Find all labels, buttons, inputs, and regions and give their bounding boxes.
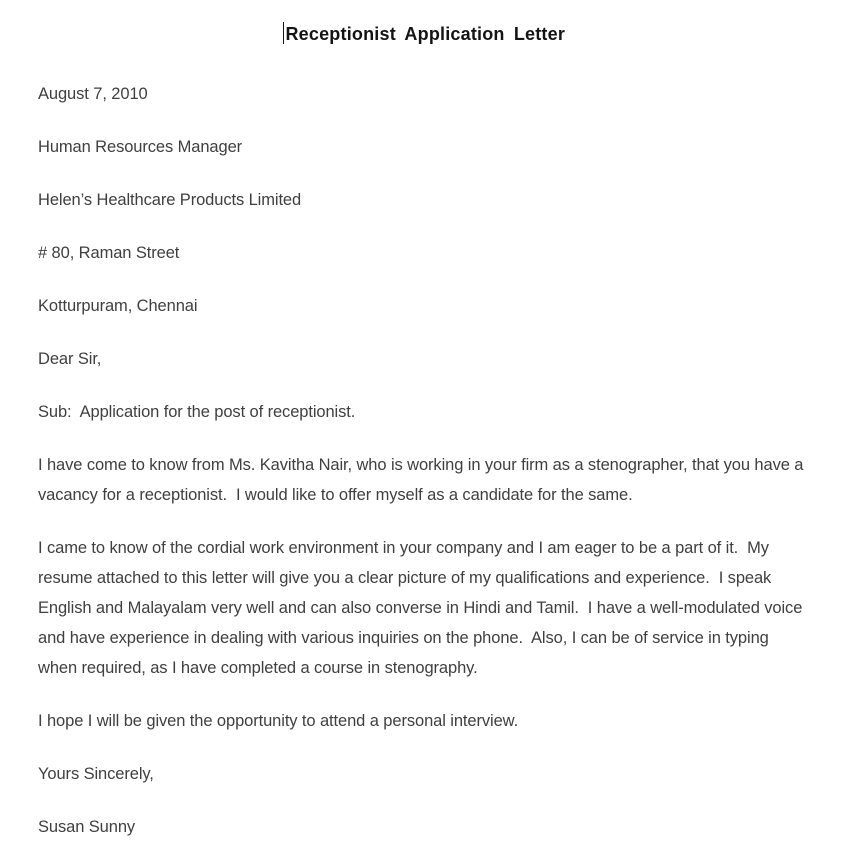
recipient-street-line: # 80, Raman Street xyxy=(38,244,180,262)
body-paragraph-1: I have come to know from Ms. Kavitha Nair, who is working in your firm as a stenographer, that you have a vacancy for a receptionist. I would like to offer myself as a candidate for the same. xyxy=(38,456,808,504)
document-title-text: Receptionist Application Letter xyxy=(285,24,566,44)
body-paragraph-2: I came to know of the cordial work environment in your company and I am eager to be a part of it. My resume attached to this letter will give you a clear picture of my qualifications and experience. I speak English and Malayalam very well and can also converse in Hindi and Tamil. I have a well-modulated voice and have experience in dealing with various inquiries on the phone. Also, I can be of service in typing when required, as I have completed a course in stenography. xyxy=(38,539,807,677)
recipient-city-line: Kotturpuram, Chennai xyxy=(38,297,198,315)
date-line: August 7, 2010 xyxy=(38,85,148,103)
body-paragraph-3: I hope I will be given the opportunity to attend a personal interview. xyxy=(38,712,519,730)
document-title xyxy=(38,22,810,46)
recipient-company-line: Helen’s Healthcare Products Limited xyxy=(38,191,302,209)
recipient-title-line: Human Resources Manager xyxy=(38,138,243,156)
closing-line: Yours Sincerely, xyxy=(38,765,154,783)
signature-line: Susan Sunny xyxy=(38,818,136,836)
subject-line: Sub: Application for the post of receptionist. xyxy=(38,403,356,421)
salutation-line: Dear Sir, xyxy=(38,350,102,368)
